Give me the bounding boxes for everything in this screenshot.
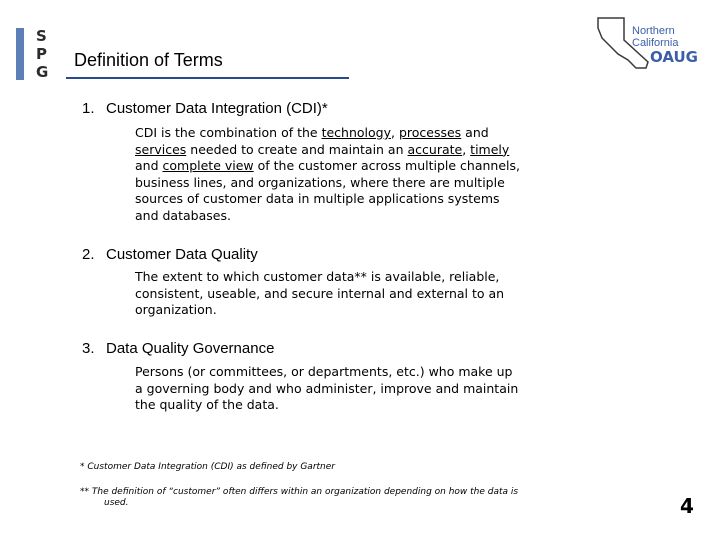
term-heading-3 [82,340,274,357]
footnote-2-line1: ** The definition of “customer” often differs within an organization depending on how the data is [80,487,519,497]
body-text: needed to create and maintain an [186,141,408,157]
underlined-text: accurate [407,141,463,157]
body-text: CDI is the combination of the [135,125,322,140]
term-heading-1 [82,100,328,117]
body-text: and [135,158,163,173]
term-body-2: The extent to which customer data** is available, reliable, consistent, useable, and secure internal and external to an organization. [135,269,505,317]
page-number: 4 [680,494,694,518]
term-heading-2 [82,246,258,263]
footnote-1: * Customer Data Integration (CDI) as defined by Gartner [80,462,335,472]
logo-letter-g: G [36,63,49,81]
logo-letter-p: P [36,45,47,63]
oaug-line2: California [632,37,679,49]
title-rule [66,77,349,79]
logo-bar [16,28,24,80]
body-text: , [462,141,471,157]
footnote-2-line2: used. [104,498,129,508]
term-number: 3. [82,340,95,357]
term-title: Customer Data Integration (CDI)* [106,100,328,117]
term-number: 2. [82,246,95,263]
body-text: , [391,125,399,140]
footnote-2 [80,487,520,509]
oaug-line1: Northern [632,25,675,37]
term-title: Customer Data Quality [106,246,258,263]
spg-logo [16,28,56,82]
body-text: of the customer across multiple channels, business lines, and organizations, where there are multiple sources of customer data in multiple applications systems and databases. [135,158,520,223]
term-body-3: Persons (or committees, or departments, etc.) who make up a governing body and who administer, improve and maintain the quality of the data. [135,364,519,412]
underlined-text: technology [321,125,391,140]
logo-letter-s: S [36,27,47,45]
term-number: 1. [82,100,95,117]
page-title: Definition of Terms [74,50,223,70]
body-text: and [461,125,489,140]
underlined-text: timely [470,141,510,157]
oaug-logo [588,14,716,72]
oaug-line3: OAUG [650,48,698,66]
underlined-text: processes [398,125,462,140]
underlined-text: complete view [162,158,254,173]
term-title: Data Quality Governance [106,340,275,357]
underlined-text: services [135,141,187,157]
term-body-1 [135,125,525,224]
